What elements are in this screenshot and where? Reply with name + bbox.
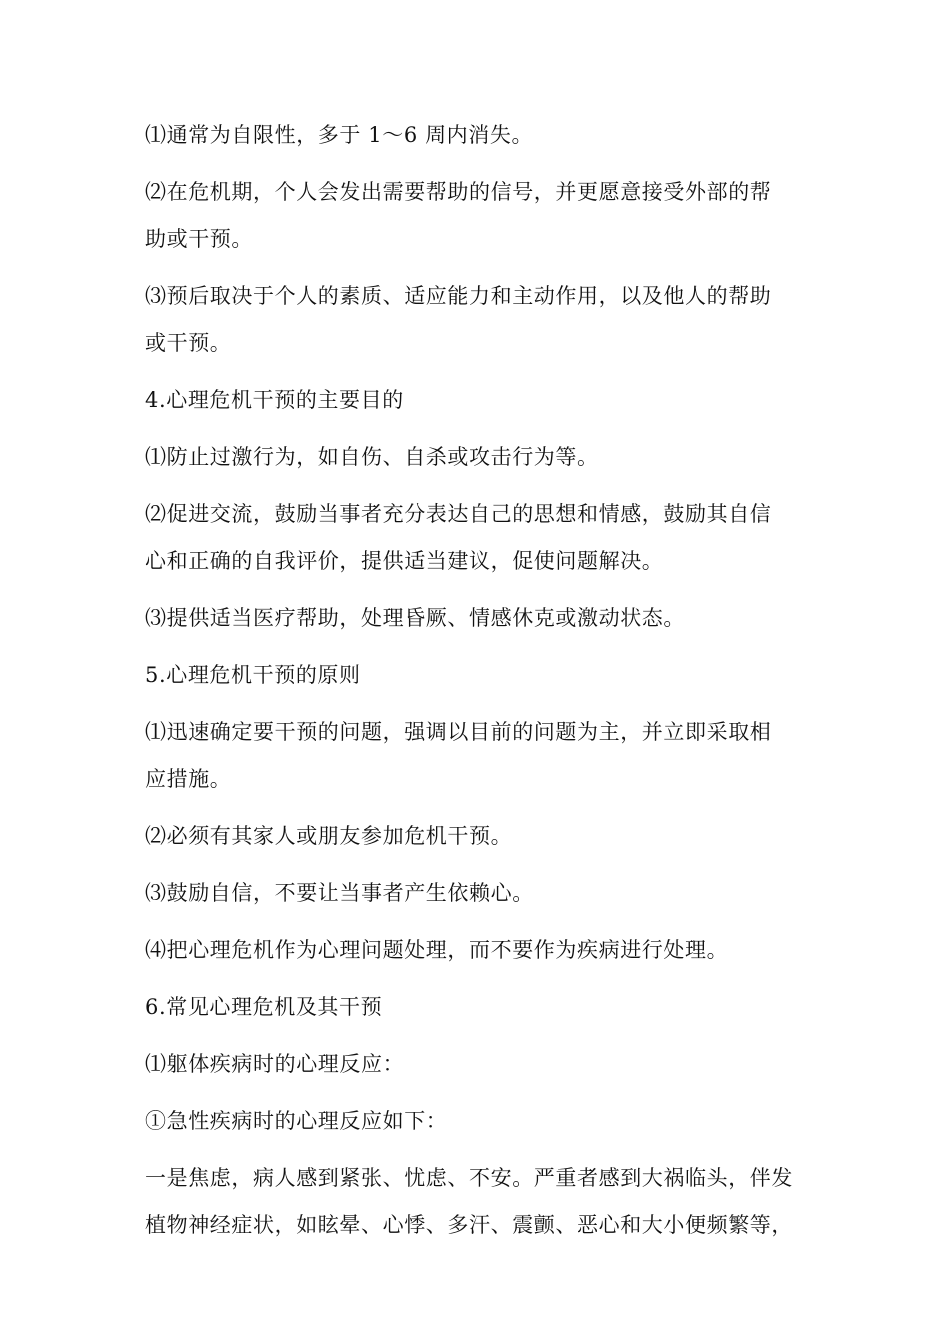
heading-text: 4.心理危机干预的主要目的 [145,388,404,412]
section-heading-6 [145,984,815,1031]
text-line: ⑵促进交流，鼓励当事者充分表达自己的思想和情感，鼓励其自信 [145,502,772,526]
document-page [145,112,815,1259]
text-line: ⑵必须有其家人或朋友参加危机干预。 [145,824,513,848]
text-line: 心和正确的自我评价，提供适当建议，促使问题解决。 [145,549,664,573]
text-line: ⑵在危机期，个人会发出需要帮助的信号，并更愿意接受外部的帮 [145,180,772,204]
section-heading-5 [145,652,815,699]
text-line: ⑶提供适当医疗帮助，处理昏厥、情感休克或激动状态。 [145,606,685,630]
paragraph-4-2 [145,491,815,585]
paragraph-6-1-a-1 [145,1155,815,1249]
text-line: ⑴迅速确定要干预的问题，强调以目前的问题为主，并立即采取相 [145,720,772,744]
text-line: ⑷把心理危机作为心理问题处理，而不要作为疾病进行处理。 [145,938,729,962]
text-line: 一是焦虑，病人感到紧张、忧虑、不安。严重者感到大祸临头，伴发 [145,1166,793,1190]
text-line: ⑶鼓励自信，不要让当事者产生依赖心。 [145,881,534,905]
heading-text: 6.常见心理危机及其干预 [145,995,383,1019]
text-line: ⑴躯体疾病时的心理反应： [145,1052,405,1076]
text-line: 植物神经症状，如眩晕、心悸、多汗、震颤、恶心和大小便频繁等， [145,1213,793,1237]
paragraph-5-3 [145,870,815,917]
heading-text: 5.心理危机干预的原则 [145,663,361,687]
paragraph-5-4 [145,927,815,974]
section-heading-4 [145,377,815,424]
paragraph-6-1 [145,1041,815,1088]
paragraph-4-1 [145,434,815,481]
paragraph-1-1 [145,112,815,159]
paragraph-6-1-a [145,1098,815,1145]
text-line: 或干预。 [145,331,232,355]
text-line: 助或干预。 [145,227,253,251]
text-line: 应措施。 [145,767,232,791]
text-line: ⑴防止过激行为，如自伤、自杀或攻击行为等。 [145,445,599,469]
paragraph-4-3 [145,595,815,642]
text-line: ①急性疾病时的心理反应如下： [145,1109,448,1133]
paragraph-1-3 [145,273,815,367]
paragraph-1-2 [145,169,815,263]
paragraph-5-2 [145,813,815,860]
text-line: ⑶预后取决于个人的素质、适应能力和主动作用，以及他人的帮助 [145,284,772,308]
paragraph-5-1 [145,709,815,803]
text-line: ⑴通常为自限性，多于 1～6 周内消失。 [145,123,534,147]
